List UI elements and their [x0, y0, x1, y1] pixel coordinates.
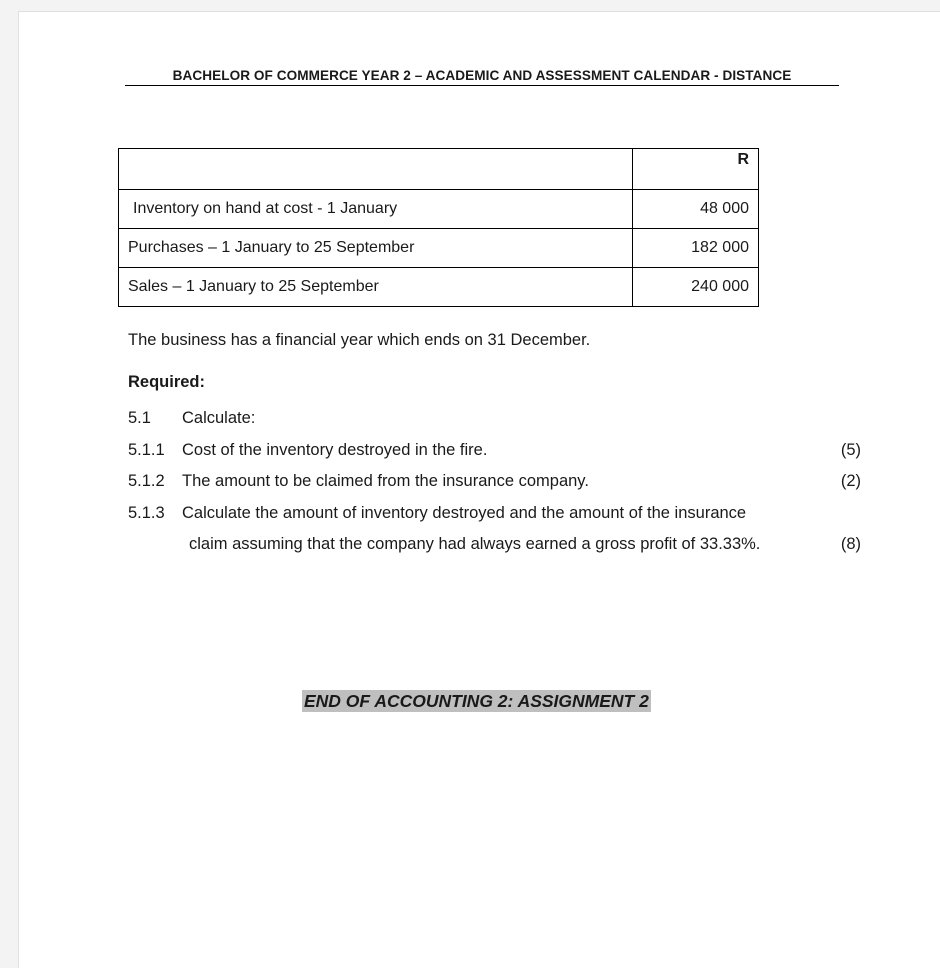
table-header-label-cell [119, 149, 633, 190]
question-number: 5.1 [128, 409, 151, 427]
row-label-cell: Inventory on hand at cost - 1 January [119, 190, 633, 229]
required-heading: Required: [128, 373, 206, 391]
table-header-row [119, 149, 759, 190]
question-text: The amount to be claimed from the insurance company. [182, 472, 589, 490]
page-header-title: BACHELOR OF COMMERCE YEAR 2 – ACADEMIC AND ASSESSMENT CALENDAR - DISTANCE [125, 68, 839, 86]
question-marks: (2) [840, 472, 861, 490]
row-amount-cell: 182 000 [633, 229, 759, 268]
table-row [119, 229, 759, 268]
table-row [119, 268, 759, 307]
currency-header-cell: R [633, 149, 759, 190]
end-of-assignment-banner: END OF ACCOUNTING 2: ASSIGNMENT 2 [304, 691, 649, 711]
table-row [119, 190, 759, 229]
financial-year-note: The business has a financial year which ends on 31 December. [128, 331, 591, 349]
row-label-cell: Sales – 1 January to 25 September [119, 268, 633, 307]
inventory-table [118, 148, 759, 307]
question-number: 5.1.3 [128, 504, 165, 522]
question-text: Calculate: [182, 409, 256, 427]
question-number: 5.1.1 [128, 441, 165, 459]
document-page [18, 11, 940, 968]
row-amount-cell: 48 000 [633, 190, 759, 229]
question-text-line-1: Calculate the amount of inventory destroyed and the amount of the insurance [182, 504, 747, 522]
question-marks: (8) [840, 535, 861, 553]
question-number: 5.1.2 [128, 472, 165, 490]
question-marks: (5) [840, 441, 861, 459]
row-label-cell: Purchases – 1 January to 25 September [119, 229, 633, 268]
row-amount-cell: 240 000 [633, 268, 759, 307]
question-text: Cost of the inventory destroyed in the fire. [182, 441, 488, 459]
question-text-line-2: claim assuming that the company had always earned a gross profit of 33.33%. [189, 535, 761, 553]
